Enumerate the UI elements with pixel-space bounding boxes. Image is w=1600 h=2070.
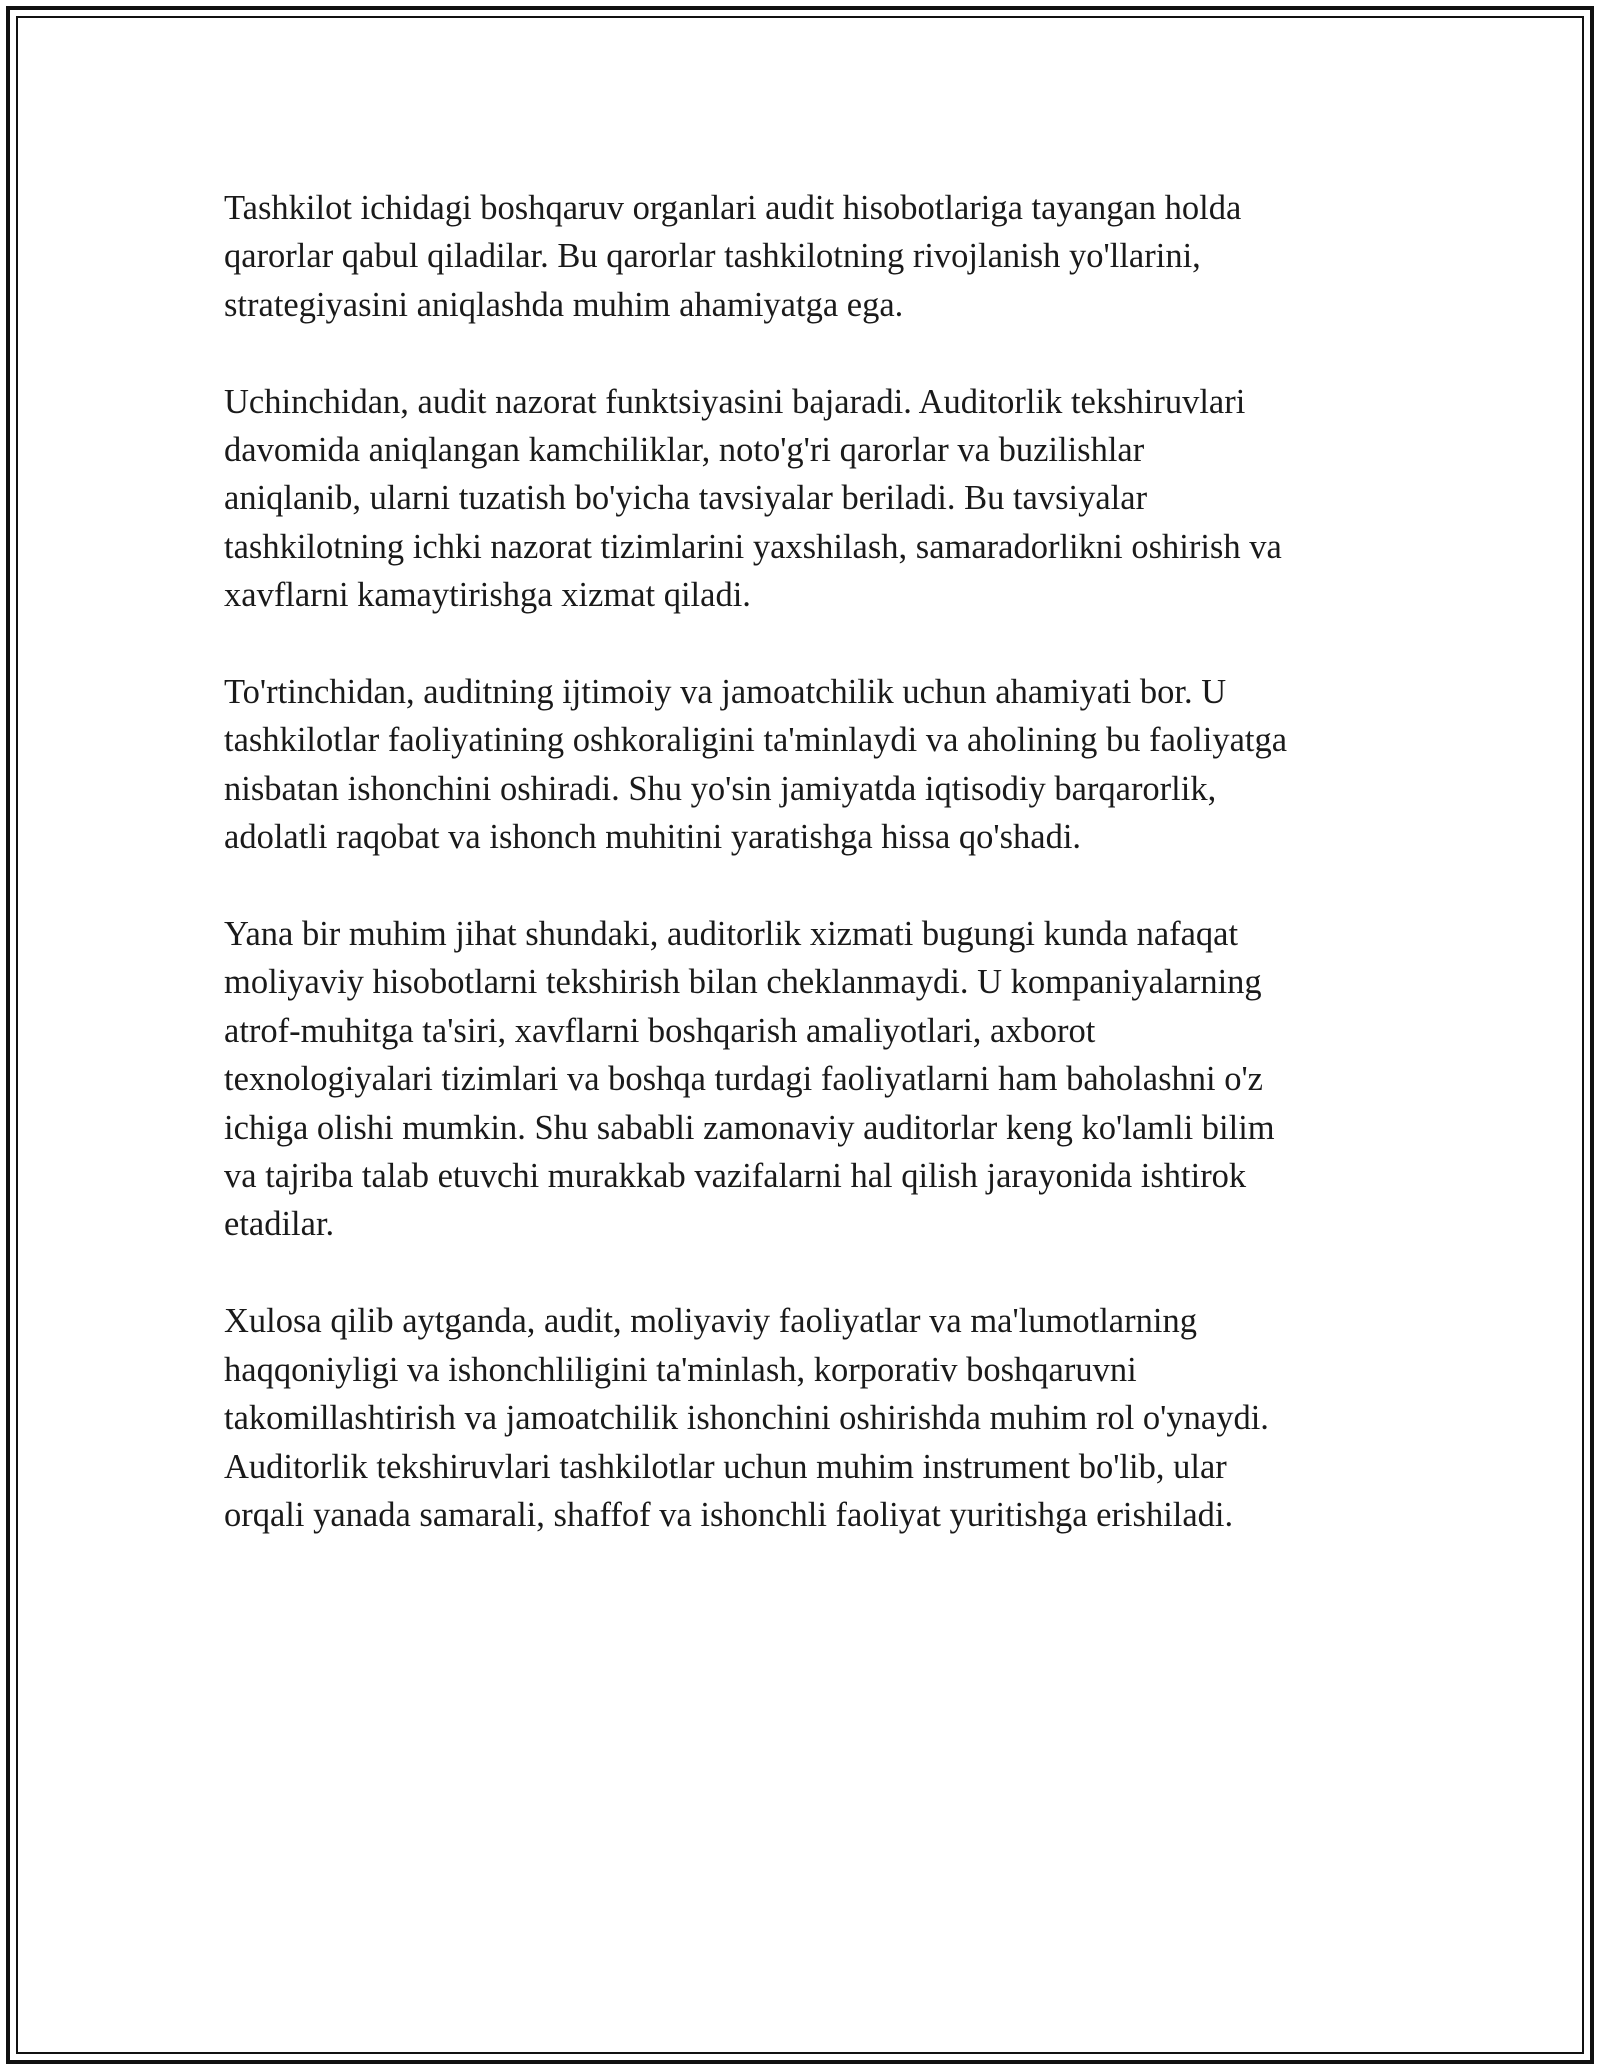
- paragraph-governance-decisions: Tashkilot ichidagi boshqaruv organlari audit hisobotlariga tayangan holda qarorlar qabul qiladilar. Bu qarorlar tashkilotning rivojlanish yo'llarini, strategiyasini aniqlashda muhim ahamiyatga ega.: [224, 189, 1242, 324]
- paragraph-conclusion: Xulosa qilib aytganda, audit, moliyaviy faoliyatlar va ma'lumotlarning haqqoniyligi va ishonchliligini ta'minlash, korporativ boshqaruvni takomillashtirish va jamoatchilik ishonchini oshirishda muhim rol o'ynaydi. Auditorlik tekshiruvlari tashkilotlar uchun muhim instrument bo'lib, ular orqali yanada samarali, shaffof va ishonchli faoliyat yuritishga erishiladi.: [224, 1302, 1269, 1534]
- document-body: [224, 184, 1394, 1588]
- paragraph-control-function: Uchinchidan, audit nazorat funktsiyasini bajaradi. Auditorlik tekshiruvlari davomida aniqlangan kamchiliklar, noto'g'ri qarorlar va buzilishlar aniqlanib, ularni tuzatish bo'yicha tavsiyalar beriladi. Bu tavsiyalar tashkilotning ichki nazorat tizimlarini yaxshilash, samaradorlikni oshirish va xavflarni kamaytirishga xizmat qiladi.: [224, 382, 1282, 615]
- paragraph-modern-audit-scope: Yana bir muhim jihat shundaki, auditorlik xizmati bugungi kunda nafaqat moliyaviy hisobotlarni tekshirish bilan cheklanmaydi. U kompaniyalarning atrof-muhitga ta'siri, xavflarni boshqarish amaliyotlari, axborot texnologiyalari tizimlari va boshqa turdagi faoliyatlarni ham baholashni o'z ichiga olishi mumkin. Shu sababli zamonaviy auditorlar keng ko'lamli bilim va tajriba talab etuvchi murakkab vazifalarni hal qilish jarayonida ishtirok etadilar.: [224, 915, 1275, 1244]
- paragraph-social-significance: To'rtinchidan, auditning ijtimoiy va jamoatchilik uchun ahamiyati bor. U tashkilotlar faoliyatining oshkoraligini ta'minlaydi va aholining bu faoliyatga nisbatan ishonchini oshiradi. Shu yo'sin jamiyatda iqtisodiy barqarorlik, adolatli raqobat va ishonch muhitini yaratishga hissa qo'shadi.: [224, 673, 1288, 857]
